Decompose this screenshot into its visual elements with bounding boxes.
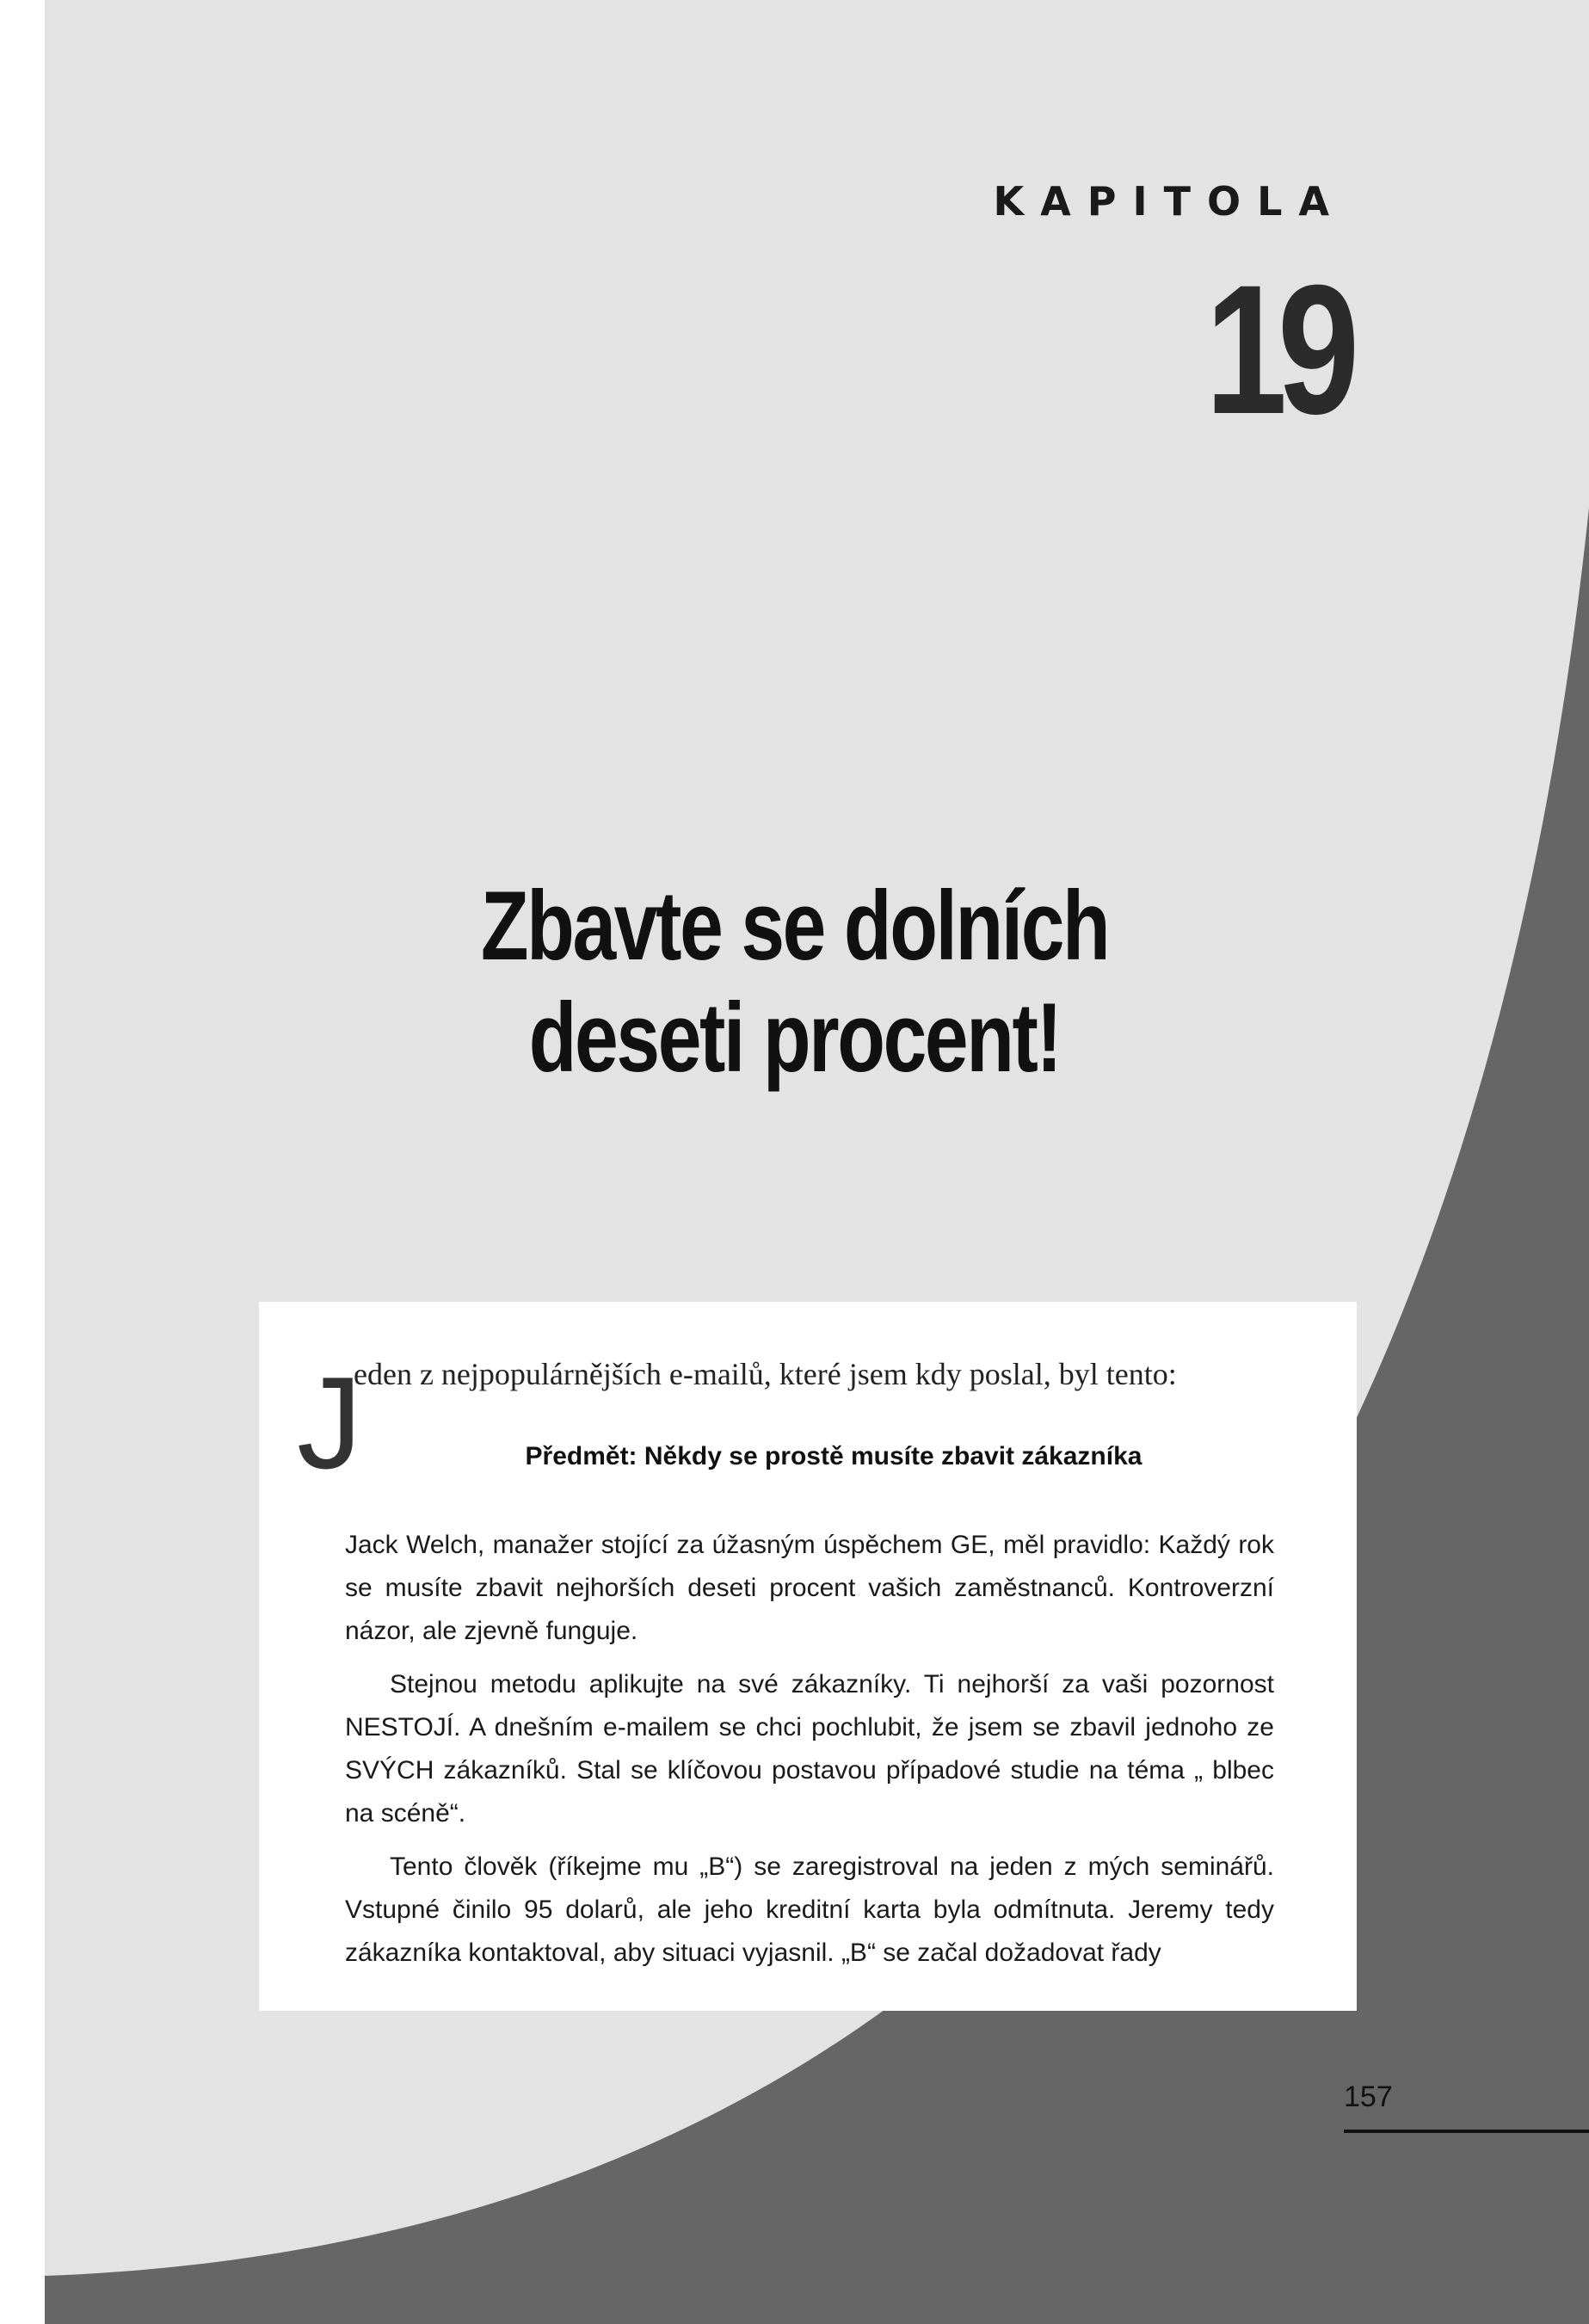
drop-cap: J: [297, 1350, 362, 1496]
page-number-rule: [1344, 2130, 1589, 2133]
chapter-label: KAPITOLA: [993, 178, 1346, 225]
chapter-number: 19: [1204, 247, 1350, 453]
chapter-title-line-1: Zbavte se dolních: [480, 872, 1109, 981]
left-margin-strip: [0, 0, 45, 2324]
opening-text-box: [259, 1302, 1357, 2011]
email-subject: Předmět: Někdy se prostě musíte zbavit zákazníka: [525, 1442, 1142, 1470]
intro-line: eden z nejpopulárnějších e-mailů, které jsem kdy poslal, byl tento:: [354, 1357, 1177, 1391]
chapter-title: [159, 871, 1431, 1094]
chapter-title-line-2: deseti procent!: [528, 983, 1061, 1093]
page-number: 157: [1344, 2081, 1393, 2113]
paragraph: Tento člověk (říkejme mu „B“) se zaregistroval na jeden z mých seminářů. Vstupné činilo 95 dolarů, ale jeho kreditní karta byla odmítnuta. Jeremy tedy zákazníka kontaktoval, aby situaci vyjasnil. „B“ se začal dožadovat řady: [345, 1852, 1274, 1967]
paragraph: Jack Welch, manažer stojící za úžasným úspěchem GE, měl pravidlo: Každý rok se musíte zbavit nejhorších deseti procent vašich zaměstnanců. Kontroverzní názor, ale zjevně funguje.: [345, 1531, 1274, 1645]
paragraph: Stejnou metodu aplikujte na své zákazníky. Ti nejhorší za vaši pozornost NESTOJÍ. A dnešním e-mailem se chci pochlubit, že jsem se zbavil jednoho ze SVÝCH zákazníků. Stal se klíčovou postavou případové studie na téma „ blbec na scéně“.: [345, 1670, 1274, 1828]
body-text: [345, 1524, 1274, 1985]
